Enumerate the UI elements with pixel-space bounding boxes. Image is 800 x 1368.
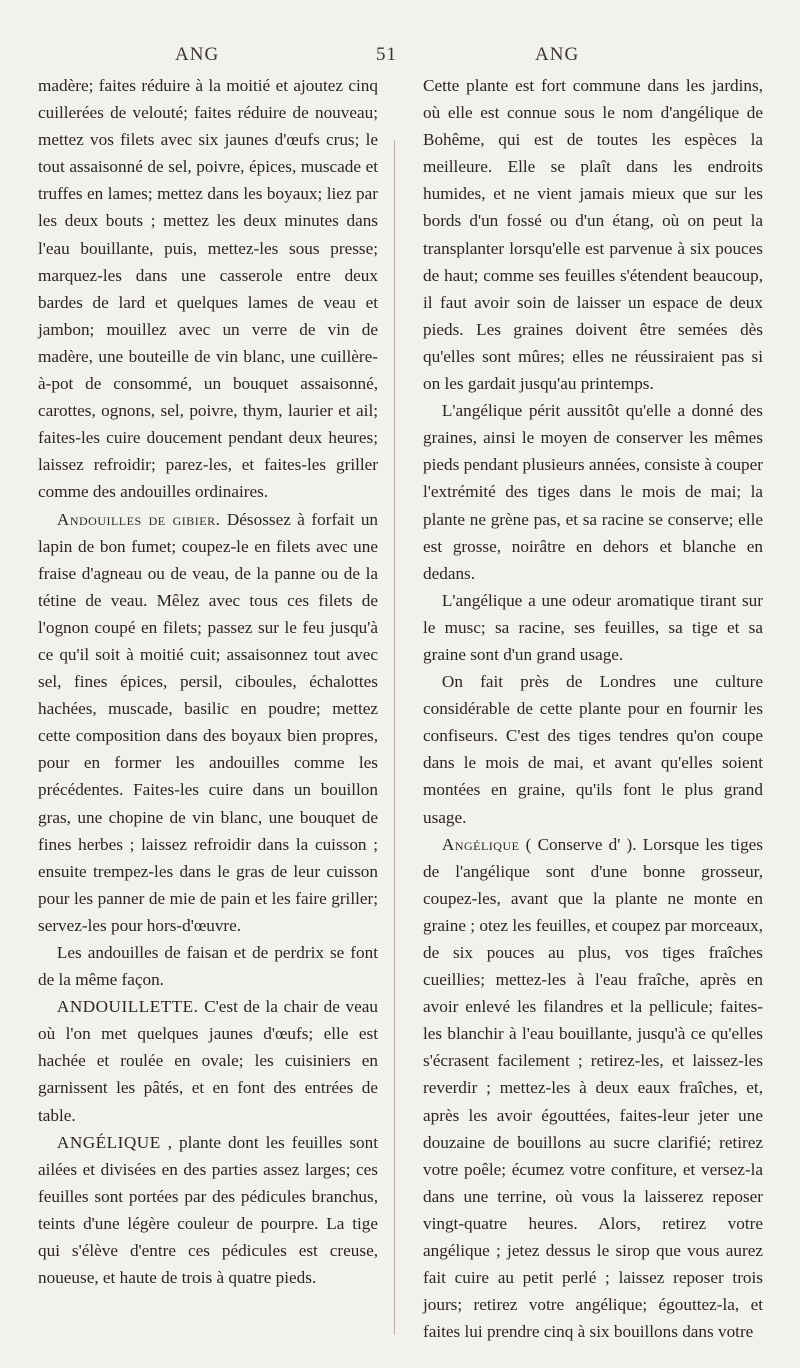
entry-body: , plante dont les feuilles sont ailées et divisées en des parties assez larges; ces feuilles sont portées par des pédicules branchus, teints d'une légère couleur de pourpre. La tige qui s'élève d'entre ces pédicules est creuse, noueuse, et haute de trois à quatre pieds. <box>38 1132 378 1288</box>
paragraph-andouilles-continued: madère; faites réduire à la moitié et ajoutez cinq cuillerées de velouté; faites réduire de nouveau; mettez vos filets avec six jaunes d'œufs crus; le tout assaisonné de sel, poivre, épices, muscade et truffes en lames; mettez dans les boyaux; liez par les deux bouts ; mettez les deux minutes dans l'eau bouillante, puis, mettez-les sous presse; marquez-les dans une casserole entre deux bardes de lard et quelques lames de veau et jambon; mouillez avec un verre de vin de madère, une bouteille de vin blanc, une cuillère-à-pot de consommé, un bouquet assaisonné, carottes, ognons, sel, poivre, thym, laurier et ail; faites-les cuire doucement pendant deux heures; laissez refroidir; parez-les, et faites-les griller comme des andouilles ordinaires. <box>38 76 378 502</box>
running-head-right: ANG <box>535 44 580 65</box>
entry-body: C'est de la chair de veau où l'on met quelques jaunes d'œufs; elle est hachée et roulée en ovale; les cuisiniers en garnissent les pâtés, et en font des entrées de table. <box>38 997 378 1125</box>
entry-body: Désossez à forfait un lapin de bon fumet; coupez-le en filets avec une fraise d'agneau ou de veau, de la panne ou de la tétine de veau. Mêlez avec tous ces filets de l'ognon coupé en filets; passez sur le feu jusqu'à ce qu'il soit à moitié cuit; assaisonnez tout avec sel, fines épices, persil, ciboules, échalottes hachées, muscade, basilic en poudre; mettez cette composition dans des boyaux bien propres, pour en former les andouilles comme les précédentes. Faites-les cuire dans un bouillon gras, une chopine de vin blanc, une bouquet de fines herbes ; laissez refroidir dans la cuisson ; ensuite trempez-les dans le gras de leur cuisson pour les panner de mie de pain et les faire griller; servez-les pour hors-d'œuvre. <box>38 509 379 935</box>
entry-body: ( Conserve d' ). Lorsque les tiges de l'angélique sont d'une bonne grosseur, coupez-les, avant que la plante ne monte en graine ; otez les feuilles, et coupez par morceaux, de six pouces au plus, vos tiges fraîches cueillies; mettez-les à l'eau fraîche, après en avoir enlevé les filandres et la pellicule; faites-les blanchir à l'eau bouillante, jusqu'à ce qu'elles s'écrasent facilement ; retirez-les, et laissez-les reverdir ; mettez-les à deux eaux fraîches, et, après les avoir égouttées, faites-leur jeter une douzaine de bouillons au sucre clarifié; retirez votre poêle; écumez votre confiture, et versez-la dans une terrine, où vous la laisserez reposer vingt-quatre heures. Alors, retirez votre angélique ; jetez dessus le sirop que vous aurez fait cuire au petit perlé ; laissez reposer trois jours; retirez votre angélique; égouttez-la, et faites lui prendre cinq à six bouillons dans votre <box>423 834 763 1342</box>
column-divider <box>394 140 395 1335</box>
entry-angelique-conserve <box>423 831 763 1346</box>
paragraph-faisan-perdrix: Les andouilles de faisan et de perdrix se font de la même façon. <box>38 943 378 990</box>
paragraph-londres-culture: On fait près de Londres une culture considérable de cette plante pour en fournir les confiseurs. C'est des tiges tendres qu'on coupe dans le mois de mai, et avant qu'elles soient montées en graine, qu'ils font le plus grand usage. <box>423 672 763 827</box>
right-column <box>423 72 763 1345</box>
entry-angelique <box>38 1129 378 1292</box>
paragraph-angelique-conservation: L'angélique périt aussitôt qu'elle a donné des graines, ainsi le moyen de conserver les mêmes pieds pendant plusieurs années, consiste à couper l'extrémité des tiges dans le mois de mai; la plante ne grène pas, et sa racine se conserve; elle est grosse, noirâtre en dehors et blanche en dedans. <box>423 401 763 583</box>
entry-andouilles-de-gibier <box>38 506 378 940</box>
entry-andouillette <box>38 993 378 1128</box>
left-column <box>38 72 378 1291</box>
running-head-left: ANG <box>175 44 220 65</box>
entry-heading: ANGÉLIQUE <box>56 1132 161 1152</box>
entry-heading: Andouilles de gibier. <box>56 509 221 529</box>
entry-heading: ANDOUILLETTE. <box>56 997 199 1017</box>
entry-heading: Angélique <box>441 834 520 854</box>
paragraph-angelique-description: Cette plante est fort commune dans les jardins, où elle est connue sous le nom d'angélique de Bohême, qui est de toutes les espèces la meilleure. Elle se plaît dans les endroits humides, et ne vient jamais mieux que sur les bords d'un fossé ou d'un étang, où on peut la transplanter lorsqu'elle est parvenue à six pouces de haut; comme ses feuilles s'étendent beaucoup, il faut avoir soin de laisser un espace de deux pieds. Les graines doivent être semées dès qu'elles sont mûres; elles ne réussiraient pas si on les gardait jusqu'au printemps. <box>423 76 763 394</box>
page-number: 51 <box>376 44 397 65</box>
paragraph-angelique-odeur: L'angélique a une odeur aromatique tirant sur le musc; sa racine, ses feuilles, sa tige et sa graine sont d'un grand usage. <box>423 590 763 664</box>
